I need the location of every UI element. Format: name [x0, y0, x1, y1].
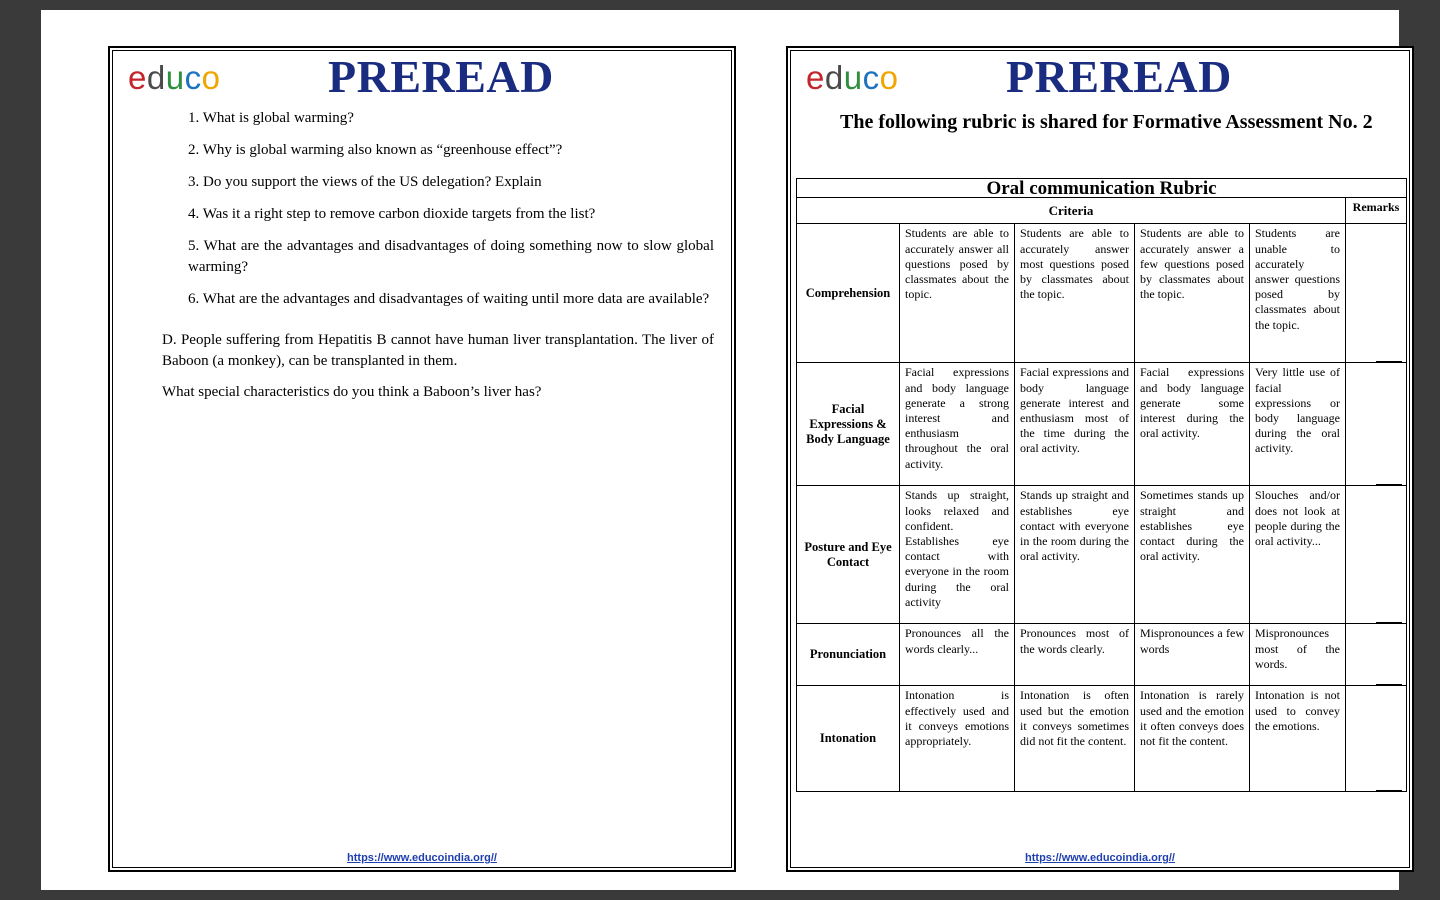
question-item: 1. What is global warming? [188, 110, 354, 126]
paragraph-question: What special characteristics do you think a Baboon’s liver has? [162, 384, 542, 400]
remarks-cell [1346, 624, 1407, 686]
footer-link[interactable]: https://www.educoindia.org// [347, 852, 497, 864]
row-header: Intonation [797, 686, 900, 792]
rubric-cell: Intonation is not used to convey the emotions. [1250, 686, 1346, 792]
footer-link[interactable]: https://www.educoindia.org// [1025, 852, 1175, 864]
rubric-cell: Facial expressions and body language generate interest and enthusiasm most of the time during the oral activity. [1015, 363, 1135, 486]
question-item: 5. What are the advantages and disadvantages of doing something now to slow global warming? [188, 238, 714, 275]
footer [788, 852, 1412, 864]
document-viewer [41, 10, 1399, 890]
rubric-cell: Students are able to accurately answer a few questions posed by classmates about the topic. [1135, 224, 1250, 363]
rubric-cell: Stands up straight and establishes eye contact with everyone in the room during the oral activity. [1015, 486, 1135, 624]
rubric-cell: Sometimes stands up straight and establishes eye contact during the oral activity. [1135, 486, 1250, 624]
educo-logo: educo [806, 59, 899, 96]
page-title: PREREAD [328, 51, 554, 102]
paragraph-d: D. People suffering from Hepatitis B cannot have human liver transplantation. The liver of Baboon (a monkey), can be transplanted in them. [162, 332, 714, 369]
page-left [108, 46, 736, 872]
rubric-cell: Students are unable to accurately answer questions posed by classmates about the topic. [1250, 224, 1346, 363]
table-row [797, 224, 1407, 363]
rubric-cell: Intonation is effectively used and it conveys emotions appropriately. [900, 686, 1015, 792]
remarks-header: Remarks [1346, 198, 1407, 224]
rubric-cell: Intonation is rarely used and the emotion it often conveys does not fit the content. [1135, 686, 1250, 792]
table-row [797, 686, 1407, 792]
question-item: 6. What are the advantages and disadvantages of waiting until more data are available? [188, 291, 710, 307]
remarks-cell [1346, 486, 1407, 624]
rubric-cell: Students are able to accurately answer most questions posed by classmates about the topic. [1015, 224, 1135, 363]
question-item: 4. Was it a right step to remove carbon dioxide targets from the list? [188, 206, 596, 222]
rubric-caption: Oral communication Rubric [797, 179, 1407, 198]
rubric-cell: Stands up straight, looks relaxed and confident. Establishes eye contact with everyone in the room during the oral activity [900, 486, 1015, 624]
question-item: 2. Why is global warming also known as “greenhouse effect”? [188, 142, 563, 158]
criteria-header: Criteria [797, 198, 1346, 224]
remarks-cell [1346, 224, 1407, 363]
row-header: Pronunciation [797, 624, 900, 686]
educo-logo: educo [128, 59, 221, 96]
page-right [786, 46, 1414, 872]
remarks-cell [1346, 363, 1407, 486]
row-header: Posture and Eye Contact [797, 486, 900, 624]
row-header: Facial Expressions & Body Language [797, 363, 900, 486]
table-row [797, 363, 1407, 486]
question-list [188, 108, 714, 321]
rubric-cell: Mispronounces most of the words. [1250, 624, 1346, 686]
rubric-cell: Facial expressions and body language generate some interest during the oral activity. [1135, 363, 1250, 486]
table-row [797, 624, 1407, 686]
rubric-intro: The following rubric is shared for Formative Assessment No. 2 [840, 111, 1373, 133]
rubric-cell: Pronounces most of the words clearly. [1015, 624, 1135, 686]
rubric-cell: Pronounces all the words clearly... [900, 624, 1015, 686]
rubric-cell: Intonation is often used but the emotion it conveys sometimes did not fit the content. [1015, 686, 1135, 792]
remarks-cell [1346, 686, 1407, 792]
footer [110, 852, 734, 864]
rubric-cell: Slouches and/or does not look at people during the oral activity... [1250, 486, 1346, 624]
question-item: 3. Do you support the views of the US delegation? Explain [188, 174, 542, 190]
table-row [797, 486, 1407, 624]
page-title: PREREAD [1006, 51, 1232, 102]
rubric-cell: Students are able to accurately answer all questions posed by classmates about the topic. [900, 224, 1015, 363]
rubric-cell: Facial expressions and body language generate a strong interest and enthusiasm throughout the oral activity. [900, 363, 1015, 486]
rubric-cell: Very little use of facial expressions or body language during the oral activity. [1250, 363, 1346, 486]
row-header: Comprehension [797, 224, 900, 363]
rubric-table [796, 178, 1407, 792]
rubric-cell: Mispronounces a few words [1135, 624, 1250, 686]
